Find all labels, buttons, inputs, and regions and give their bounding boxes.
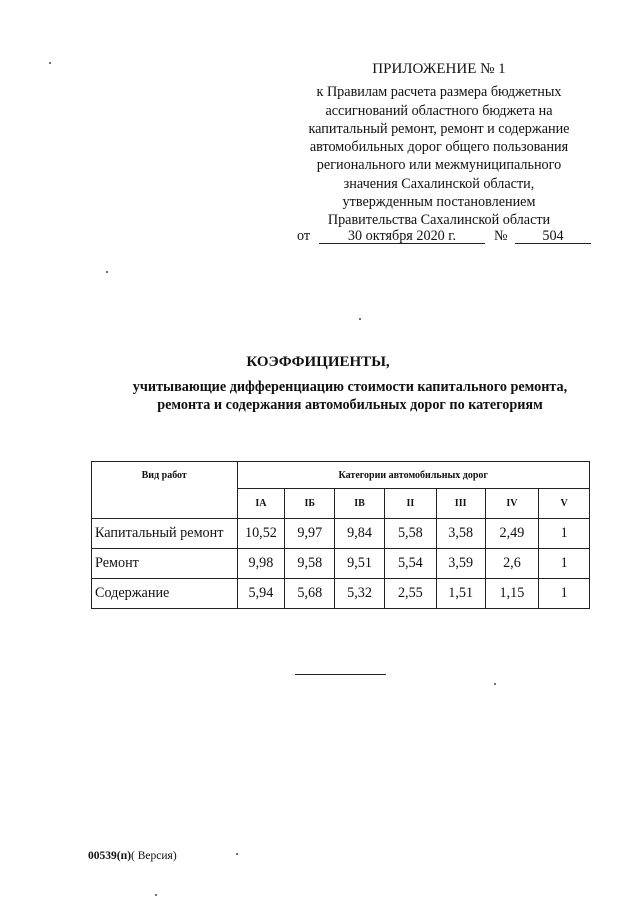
work-type-cell: Капитальный ремонт — [92, 519, 238, 549]
scan-speck — [106, 271, 108, 273]
work-type-cell: Ремонт — [92, 549, 238, 579]
category-header: II — [384, 489, 436, 519]
value-cell: 2,6 — [485, 549, 539, 579]
category-header: III — [436, 489, 485, 519]
value-cell: 9,98 — [237, 549, 285, 579]
subtitle-line-1: учитывающие дифференциацию стоимости капитального ремонта, — [132, 379, 568, 395]
subtitle-line-2: ремонта и содержания автомобильных дорог по категориям — [157, 397, 543, 413]
value-cell: 5,58 — [384, 519, 436, 549]
document-subtitle — [60, 378, 636, 414]
coefficients-table — [91, 461, 590, 609]
work-type-cell: Содержание — [92, 579, 238, 609]
work-type-header: Вид работ — [92, 462, 238, 519]
table-row — [92, 579, 590, 609]
value-cell: 3,59 — [436, 549, 485, 579]
value-cell: 9,84 — [335, 519, 385, 549]
category-header: IV — [485, 489, 539, 519]
value-cell: 5,54 — [384, 549, 436, 579]
category-header: IА — [237, 489, 285, 519]
value-cell: 9,97 — [285, 519, 335, 549]
value-cell: 1 — [539, 579, 590, 609]
value-cell: 2,49 — [485, 519, 539, 549]
end-divider — [295, 674, 386, 675]
scan-speck — [236, 853, 238, 855]
table-header-row — [92, 462, 590, 489]
appendix-line: автомобильных дорог общего пользования — [309, 139, 569, 156]
appendix-line: Правительства Сахалинской области — [327, 212, 551, 229]
number-label: № — [494, 228, 508, 244]
document-version: ( Версия) — [131, 850, 177, 862]
scan-speck — [494, 683, 496, 685]
scan-speck — [49, 62, 51, 64]
from-label: от — [297, 228, 311, 244]
value-cell: 9,51 — [335, 549, 385, 579]
resolution-number: 504 — [515, 227, 591, 244]
scan-speck — [155, 894, 157, 896]
document-code: 00539(п) — [88, 850, 132, 862]
appendix-line: утвержденным постановлением — [342, 194, 536, 211]
value-cell: 5,94 — [237, 579, 285, 609]
value-cell: 1 — [539, 519, 590, 549]
scan-speck — [359, 318, 361, 320]
category-header: V — [539, 489, 590, 519]
appendix-line: значения Сахалинской области, — [343, 175, 535, 192]
value-cell: 5,32 — [335, 579, 385, 609]
appendix-line: капитальный ремонт, ремонт и содержание — [308, 120, 570, 137]
appendix-line: ассигнований областного бюджета на — [325, 102, 553, 119]
value-cell: 1,15 — [485, 579, 539, 609]
value-cell: 9,58 — [285, 549, 335, 579]
value-cell: 3,58 — [436, 519, 485, 549]
appendix-line: к Правилам расчета размера бюджетных — [316, 84, 562, 101]
appendix-block — [292, 60, 586, 230]
footer-code — [88, 850, 177, 862]
value-cell: 1 — [539, 549, 590, 579]
appendix-title: ПРИЛОЖЕНИЕ № 1 — [372, 61, 506, 77]
document-title: КОЭФФИЦИЕНТЫ, — [246, 354, 390, 370]
table-row — [92, 549, 590, 579]
value-cell: 10,52 — [237, 519, 285, 549]
appendix-line: регионального или межмуниципального — [316, 157, 562, 174]
resolution-date: 30 октября 2020 г. — [319, 227, 485, 244]
road-categories-header: Категории автомобильных дорог — [237, 462, 590, 489]
category-header: IВ — [335, 489, 385, 519]
category-header: IБ — [285, 489, 335, 519]
value-cell: 1,51 — [436, 579, 485, 609]
table-row — [92, 519, 590, 549]
value-cell: 2,55 — [384, 579, 436, 609]
value-cell: 5,68 — [285, 579, 335, 609]
